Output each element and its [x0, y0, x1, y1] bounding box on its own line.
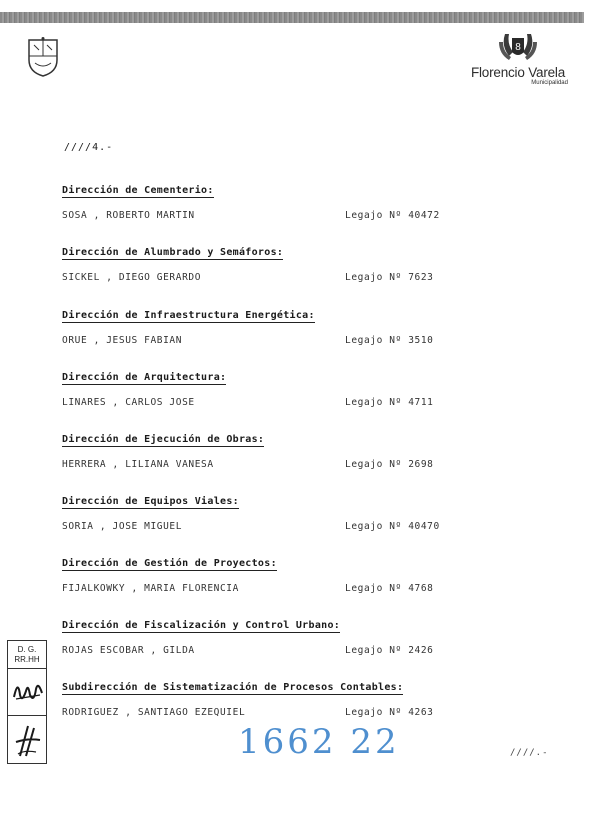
svg-text:8: 8	[515, 42, 521, 53]
logo-name: Florencio Varela	[470, 65, 566, 80]
person-name: FIJALKOWKY , MARIA FLORENCIA	[62, 583, 239, 594]
directorate-entry	[62, 365, 482, 411]
directorate-entry	[62, 240, 482, 286]
resolution-stamp-number: 1662 22	[238, 722, 400, 762]
stamp-line-1: D. G.	[17, 645, 37, 654]
person-name: RODRIGUEZ , SANTIAGO EZEQUIEL	[62, 707, 246, 718]
directorate-heading: Dirección de Cementerio:	[62, 185, 214, 196]
directorate-heading: Dirección de Fiscalización y Control Urbano:	[62, 620, 341, 631]
directorate-heading: Subdirección de Sistematización de Procesos Contables:	[62, 682, 404, 693]
legajo-number: Legajo Nº 40470	[345, 521, 440, 532]
legajo-number: Legajo Nº 4711	[345, 397, 434, 408]
directorate-entry	[62, 178, 482, 224]
directorate-heading: Dirección de Gestión de Proyectos:	[62, 558, 277, 569]
person-name: ORUE , JESUS FABIAN	[62, 335, 183, 346]
legajo-number: Legajo Nº 40472	[345, 210, 440, 221]
person-row	[62, 272, 482, 286]
person-name: SICKEL , DIEGO GERARDO	[62, 272, 202, 283]
person-name: HERRERA , LILIANA VANESA	[62, 459, 214, 470]
directorate-entry	[62, 551, 482, 597]
page-reference: ////4.-	[64, 142, 114, 153]
directorate-entry	[62, 427, 482, 473]
page-continuation-mark: ////.-	[510, 748, 549, 758]
signature-cell	[8, 716, 46, 762]
person-name: SOSA , ROBERTO MARTIN	[62, 210, 195, 221]
legajo-number: Legajo Nº 4263	[345, 707, 434, 718]
legajo-number: Legajo Nº 4768	[345, 583, 434, 594]
person-row	[62, 707, 482, 721]
legajo-number: Legajo Nº 3510	[345, 335, 434, 346]
initials-signature-cell	[8, 669, 46, 716]
directorate-heading: Dirección de Arquitectura:	[62, 372, 227, 383]
person-row	[62, 335, 482, 349]
stamp-header	[8, 641, 46, 669]
scan-border-bar	[0, 12, 584, 23]
person-row	[62, 210, 482, 224]
person-row	[62, 645, 482, 659]
legajo-number: Legajo Nº 7623	[345, 272, 434, 283]
directorate-entry	[62, 303, 482, 349]
florencio-varela-logo	[462, 30, 574, 94]
legajo-number: Legajo Nº 2426	[345, 645, 434, 656]
person-row	[62, 459, 482, 473]
directorate-heading: Dirección de Alumbrado y Semáforos:	[62, 247, 284, 258]
logo-subtitle: Municipalidad	[531, 80, 568, 86]
logo-emblem-icon	[495, 30, 541, 64]
directorate-entry	[62, 675, 482, 721]
person-name: ROJAS ESCOBAR , GILDA	[62, 645, 195, 656]
legajo-number: Legajo Nº 2698	[345, 459, 434, 470]
directorate-entry	[62, 613, 482, 659]
directorate-heading: Dirección de Equipos Viales:	[62, 496, 239, 507]
hr-initials-stamp	[7, 640, 47, 764]
directorate-heading: Dirección de Infraestructura Energética:	[62, 310, 315, 321]
person-row	[62, 521, 482, 535]
directorate-entry	[62, 489, 482, 535]
stamp-line-2: RR.HH	[14, 655, 40, 664]
person-row	[62, 397, 482, 411]
person-row	[62, 583, 482, 597]
person-name: SORIA , JOSE MIGUEL	[62, 521, 183, 532]
directorate-heading: Dirección de Ejecución de Obras:	[62, 434, 265, 445]
handwritten-signature-icon	[10, 720, 46, 760]
person-name: LINARES , CARLOS JOSE	[62, 397, 195, 408]
handwritten-initials-icon	[10, 673, 46, 709]
municipal-crest-icon	[26, 36, 60, 78]
